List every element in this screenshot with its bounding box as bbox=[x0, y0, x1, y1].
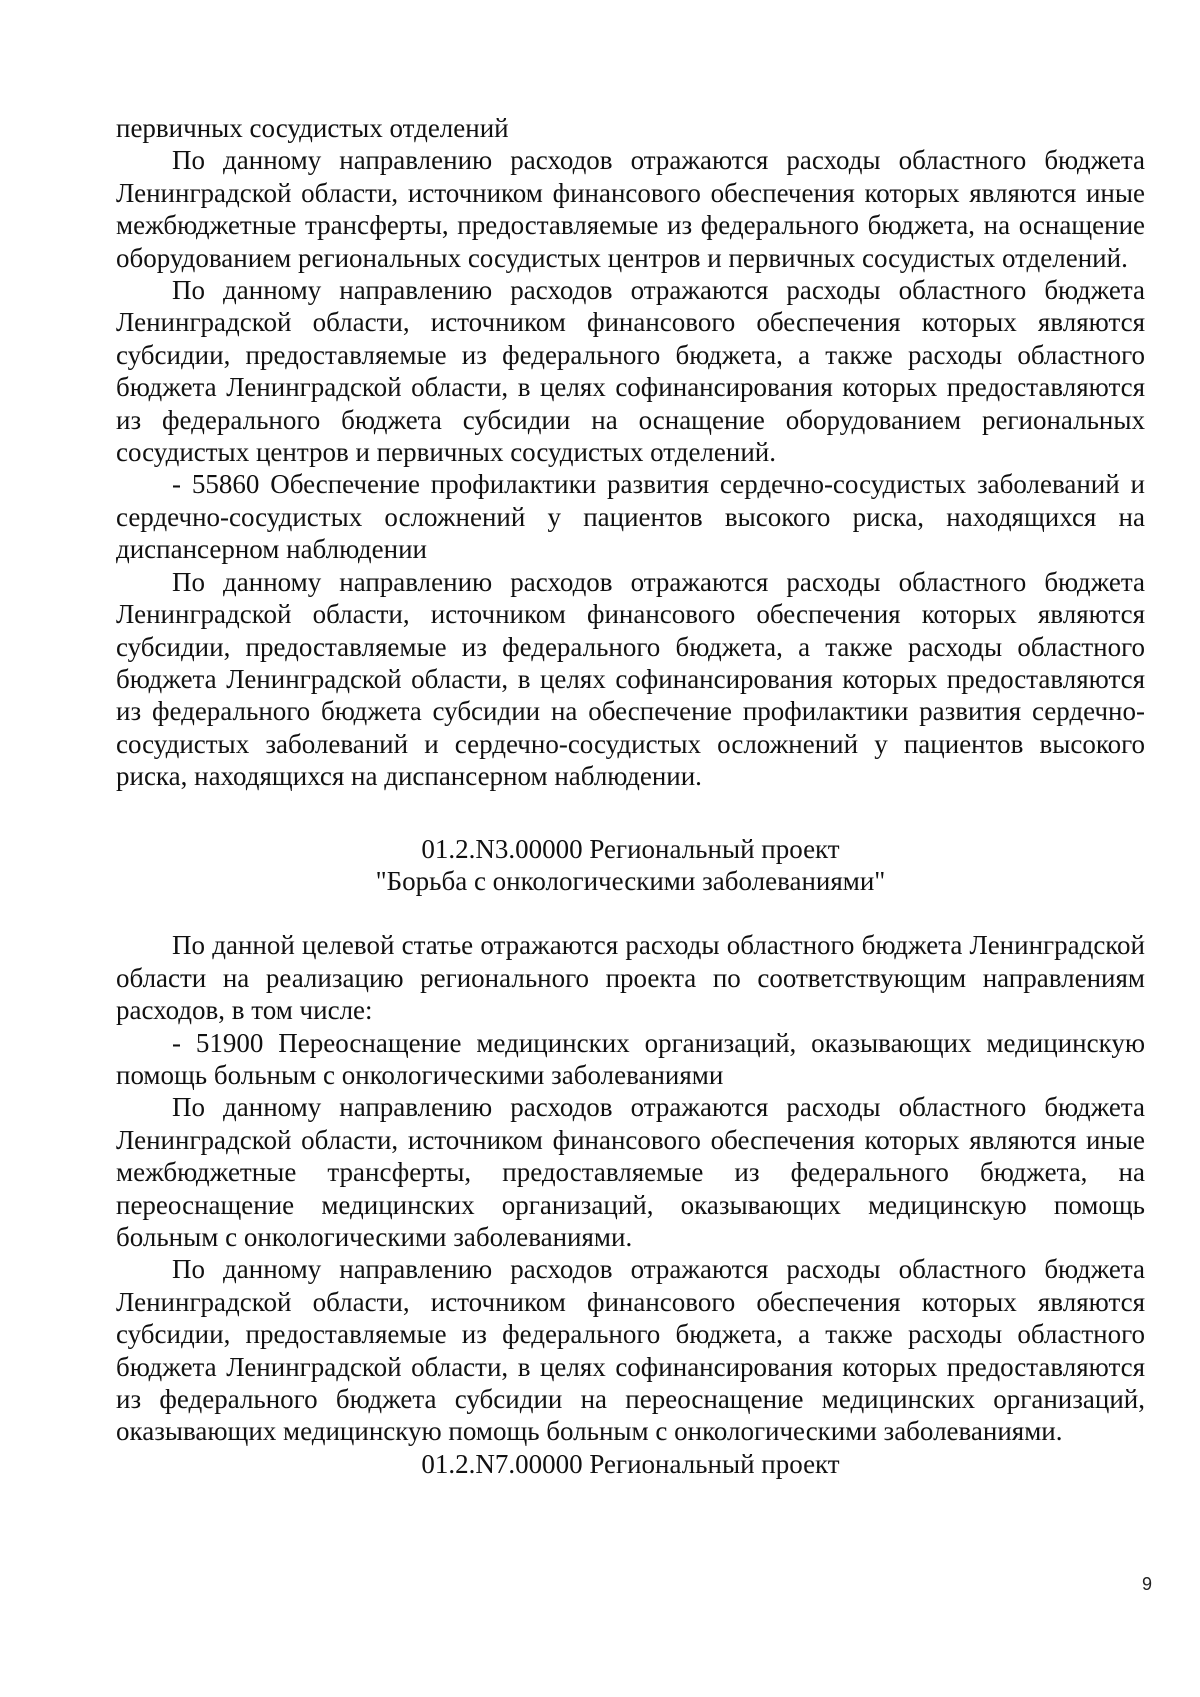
expense-item-55860: - 55860 Обеспечение профилактики развития сердечно-сосудистых заболеваний и сердечно-сосудистых осложнений у пациентов высокого риска, находящихся на диспансерном наблюдении bbox=[116, 469, 1145, 565]
paragraph: По данному направлению расходов отражаются расходы областного бюджета Ленинградской области, источником финансового обеспечения которых являются субсидии, предоставляемые из федерального бюджета, а также расходы областного бюджета Ленинградской области, в целях софинансирования которых предоставляются из федерального бюджета субсидии на оснащение оборудованием региональных сосудистых центров и первичных сосудистых отделений. bbox=[116, 275, 1145, 468]
expense-item-51900: - 51900 Переоснащение медицинских организаций, оказывающих медицинскую помощь больным с онкологическими заболеваниями bbox=[116, 1027, 1145, 1090]
paragraph: По данному направлению расходов отражаются расходы областного бюджета Ленинградской области, источником финансового обеспечения которых являются субсидии, предоставляемые из федерального бюджета, а также расходы областного бюджета Ленинградской области, в целях софинансирования которых предоставляются из федерального бюджета субсидии на обеспечение профилактики развития сердечно-сосудистых заболеваний и сердечно-сосудистых осложнений у пациентов высокого риска, находящихся на диспансерном наблюдении. bbox=[116, 566, 1145, 792]
section-heading-code: 01.2.N3.00000 Региональный проект bbox=[421, 833, 840, 864]
paragraph: По данному направлению расходов отражаются расходы областного бюджета Ленинградской области, источником финансового обеспечения которых являются иные межбюджетные трансферты, предоставляемые из федерального бюджета, на переоснащение медицинских организаций, оказывающих медицинскую помощь больным с онкологическими заболеваниями. bbox=[116, 1092, 1145, 1252]
section-heading-title: "Борьба с онкологическими заболеваниями" bbox=[375, 865, 886, 896]
next-section-heading: 01.2.N7.00000 Региональный проект bbox=[421, 1448, 840, 1479]
section-heading bbox=[116, 833, 1145, 898]
paragraph: По данной целевой статье отражаются расходы областного бюджета Ленинградской области на реализацию регионального проекта по соответствующим направлениям расходов, в том числе: bbox=[116, 930, 1145, 1026]
paragraph-continuation: первичных сосудистых отделений bbox=[116, 113, 509, 143]
paragraph: По данному направлению расходов отражаются расходы областного бюджета Ленинградской области, источником финансового обеспечения которых являются субсидии, предоставляемые из федерального бюджета, а также расходы областного бюджета Ленинградской области, в целях софинансирования которых предоставляются из федерального бюджета субсидии на переоснащение медицинских организаций, оказывающих медицинскую помощь больным с онкологическими заболеваниями. bbox=[116, 1254, 1145, 1447]
page-number: 9 bbox=[1141, 1574, 1152, 1594]
paragraph: По данному направлению расходов отражаются расходы областного бюджета Ленинградской области, источником финансового обеспечения которых являются иные межбюджетные трансферты, предоставляемые из федерального бюджета, на оснащение оборудованием региональных сосудистых центров и первичных сосудистых отделений. bbox=[116, 145, 1145, 273]
document-body bbox=[116, 112, 1145, 1480]
